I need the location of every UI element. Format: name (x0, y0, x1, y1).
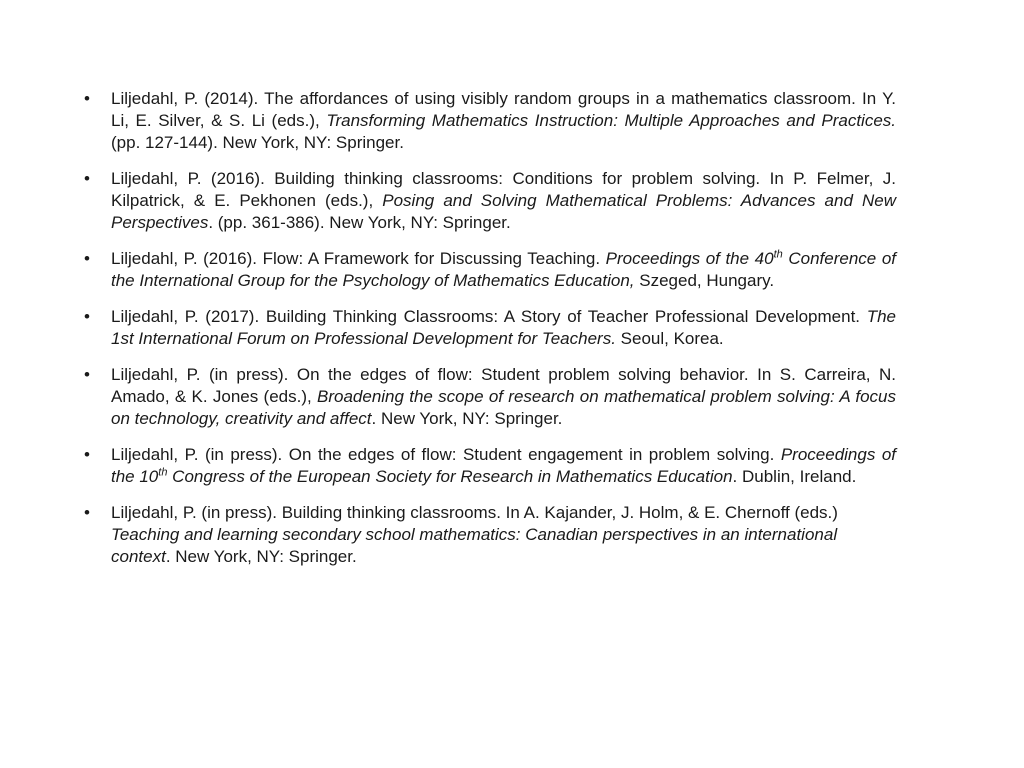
reference-publisher: . New York, NY: Springer. (371, 409, 563, 428)
reference-item (84, 364, 896, 430)
reference-list (84, 88, 896, 582)
bullet-icon: • (84, 503, 90, 522)
reference-publisher: Szeged, Hungary. (634, 271, 775, 290)
reference-publisher: (pp. 127-144). New York, NY: Springer. (111, 133, 404, 152)
reference-publisher: . Dublin, Ireland. (732, 467, 857, 486)
reference-item (84, 444, 896, 488)
reference-title-continued: Congress of the European Society for Research in Mathematics Education (167, 467, 733, 486)
reference-publisher: . (pp. 361-386). New York, NY: Springer. (208, 213, 511, 232)
bullet-icon: • (84, 89, 90, 108)
bullet-icon: • (84, 365, 90, 384)
ordinal-suffix: th (773, 248, 783, 261)
reference-title: Posing and Solving Mathematical Problems: Advances and New Perspectives (111, 191, 896, 232)
reference-title: Proceedings of the 40 (605, 249, 774, 268)
bullet-icon: • (84, 307, 90, 326)
reference-title-continued: Conference of the International Group for the Psychology of Mathematics Education, (111, 249, 897, 290)
reference-title: The 1st International Forum on Professional Development for Teachers. (111, 307, 896, 348)
reference-title: Proceedings of the 10 (111, 445, 896, 486)
reference-publisher: Seoul, Korea. (615, 329, 724, 348)
bullet-icon: • (84, 169, 90, 188)
reference-item (84, 88, 896, 154)
reference-publisher: . New York, NY: Springer. (165, 547, 357, 566)
reference-text: Liljedahl, P. (in press). On the edges of flow: Student engagement in problem solving. (111, 445, 781, 464)
reference-item (84, 168, 896, 234)
reference-item (84, 306, 896, 350)
reference-text: Liljedahl, P. (2016). Flow: A Framework for Discussing Teaching. (111, 249, 606, 268)
bullet-icon: • (84, 445, 90, 464)
reference-item (84, 502, 896, 568)
reference-title: Transforming Mathematics Instruction: Multiple Approaches and Practices. (326, 111, 896, 130)
ordinal-suffix: th (158, 466, 168, 479)
reference-text: Liljedahl, P. (2017). Building Thinking Classrooms: A Story of Teacher Professional Development. (111, 307, 867, 326)
reference-title: Broadening the scope of research on mathematical problem solving: A focus on technology, creativity and affect (111, 387, 896, 428)
reference-text: Liljedahl, P. (in press). Building thinking classrooms. In A. Kajander, J. Holm, & E. Chernoff (eds.) (111, 503, 838, 522)
bullet-icon: • (84, 249, 90, 268)
reference-title: Teaching and learning secondary school mathematics: Canadian perspectives in an international context (111, 525, 838, 566)
reference-text: Liljedahl, P. (in press). On the edges of flow: Student problem solving behavior. In S. Carreira, N. Amado, & K. Jones (eds.), (111, 365, 896, 406)
reference-text: Liljedahl, P. (2014). The affordances of using visibly random groups in a mathematics classroom. In Y. Li, E. Silver, & S. Li (eds.), (111, 89, 896, 130)
reference-item (84, 248, 896, 292)
reference-text: Liljedahl, P. (2016). Building thinking classrooms: Conditions for problem solving. In P. Felmer, J. Kilpatrick, & E. Pekhonen (eds.), (111, 169, 896, 210)
